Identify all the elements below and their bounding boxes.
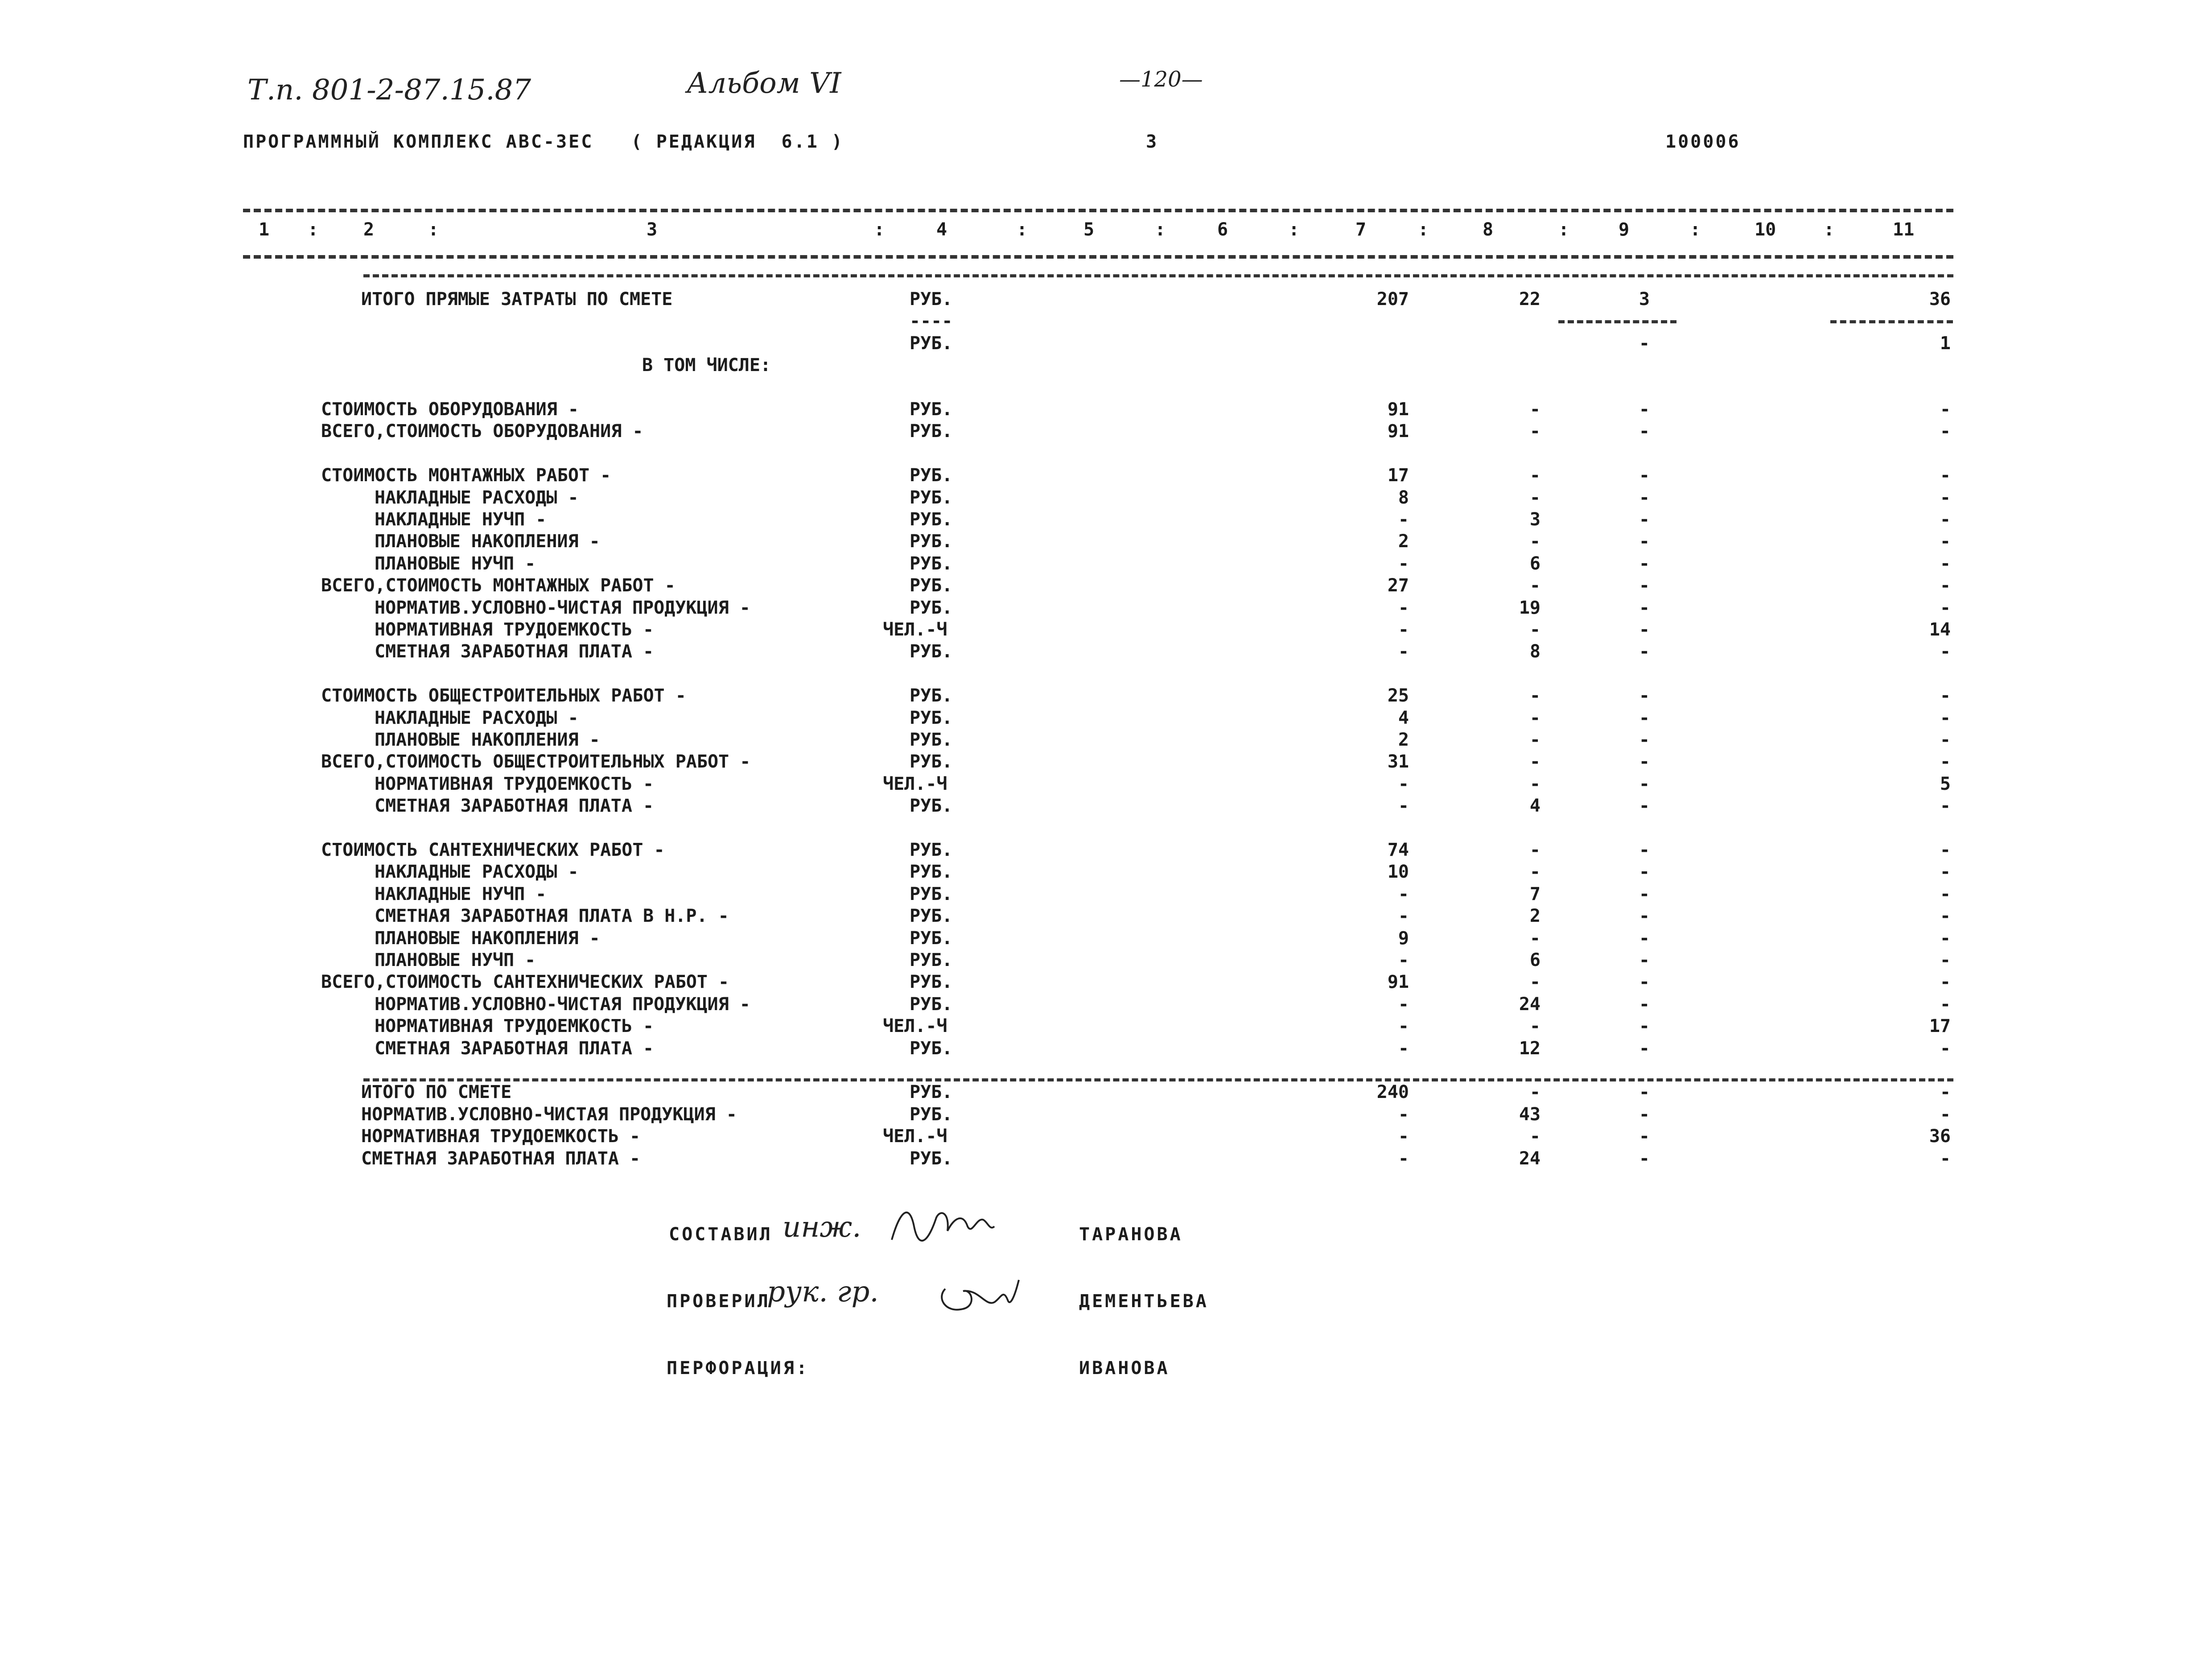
cell-col8: -	[1529, 685, 1541, 706]
handwritten-page-number: —120—	[1119, 67, 1203, 92]
row-unit: РУБ.	[910, 1148, 953, 1169]
cell-col11: 5	[1940, 774, 1951, 794]
program-header: ПРОГРАММНЫЙ КОМПЛЕКС АВС-ЗЕС ( РЕДАКЦИЯ 6.1 )	[243, 132, 844, 152]
row-label: ИТОГО ПО СМЕТЕ	[361, 1082, 512, 1102]
row-unit: РУБ.	[910, 862, 953, 882]
cell-col9: -	[1639, 575, 1650, 596]
row-label: ВСЕГО,СТОИМОСТЬ ОБОРУДОВАНИЯ -	[321, 421, 643, 442]
checked-label: ПРОВЕРИЛ	[667, 1291, 770, 1312]
cell-col9: -	[1639, 950, 1650, 970]
cell-col11: -	[1940, 928, 1951, 949]
cell-col7: 9	[1398, 928, 1409, 949]
cell-col9: 3	[1639, 289, 1650, 310]
cell-col9: -	[1639, 598, 1650, 618]
row-unit: РУБ.	[910, 950, 953, 970]
row-label: СМЕТНАЯ ЗАРАБОТНАЯ ПЛАТА В Н.Р. -	[375, 906, 729, 926]
cell-col8: 2	[1529, 906, 1541, 926]
cell-col9: -	[1639, 1126, 1650, 1147]
cell-col9: -	[1639, 906, 1650, 926]
row-label: ПЛАНОВЫЕ НАКОПЛЕНИЯ -	[375, 928, 600, 949]
cell-col7: -	[1398, 641, 1409, 662]
row-unit: РУБ.	[910, 509, 953, 530]
row-label: ИТОГО ПРЯМЫЕ ЗАТРАТЫ ПО СМЕТЕ	[361, 289, 673, 310]
cell-col9: -	[1639, 1082, 1650, 1102]
row-unit: РУБ.	[910, 598, 953, 618]
cell-col8: 6	[1529, 950, 1541, 970]
compiled-title: инж.	[783, 1211, 861, 1244]
cell-col11: 14	[1929, 619, 1951, 640]
cell-col9: -	[1639, 553, 1650, 574]
row-unit: РУБ.	[910, 796, 953, 816]
column-separator: :	[1418, 219, 1429, 240]
row-unit: ----	[910, 311, 953, 331]
cell-col7: -	[1398, 796, 1409, 816]
column-header-4: 4	[936, 219, 947, 240]
cell-col8: 22	[1519, 289, 1541, 310]
cell-col9: -	[1639, 421, 1650, 442]
cell-col7: -	[1398, 598, 1409, 618]
row-unit: РУБ.	[910, 928, 953, 949]
cell-col8: 24	[1519, 994, 1541, 1015]
cell-col11: -	[1940, 884, 1951, 904]
column-header-2: 2	[363, 219, 375, 240]
cell-col11: -	[1940, 708, 1951, 728]
column-separator: :	[1558, 219, 1569, 240]
cell-col11: -	[1940, 1104, 1951, 1125]
row-unit: ЧЕЛ.-Ч	[883, 774, 947, 794]
cell-col7: 2	[1398, 730, 1409, 750]
cell-col11: -	[1940, 421, 1951, 442]
row-label: ПЛАНОВЫЕ НАКОПЛЕНИЯ -	[375, 730, 600, 750]
cell-col9: -	[1639, 751, 1650, 772]
cell-col11: -	[1940, 862, 1951, 882]
cell-col9: -	[1639, 884, 1650, 904]
row-label: НОРМАТИВ.УСЛОВНО-ЧИСТАЯ ПРОДУКЦИЯ -	[361, 1104, 737, 1125]
cell-col7: -	[1398, 1016, 1409, 1036]
column-separator: :	[1289, 219, 1300, 240]
cell-col9: -	[1639, 994, 1650, 1015]
cell-col11: -	[1940, 553, 1951, 574]
cell-col11: -	[1940, 994, 1951, 1015]
row-label: НАКЛАДНЫЕ НУЧП -	[375, 884, 547, 904]
row-unit: РУБ.	[910, 487, 953, 508]
cell-col7: -	[1398, 774, 1409, 794]
row-unit: РУБ.	[910, 730, 953, 750]
cell-col9: -	[1639, 333, 1650, 354]
cell-col9: -	[1639, 730, 1650, 750]
row-label: ВСЕГО,СТОИМОСТЬ ОБЩЕСТРОИТЕЛЬНЫХ РАБОТ -	[321, 751, 751, 772]
cell-col7: -	[1398, 994, 1409, 1015]
column-header-10: 10	[1755, 219, 1776, 240]
cell-col7: -	[1398, 1104, 1409, 1125]
cell-col9: -	[1639, 465, 1650, 486]
cell-col11: -	[1940, 1148, 1951, 1169]
row-unit: РУБ.	[910, 884, 953, 904]
sheet-number: 3	[1146, 132, 1159, 152]
row-unit: РУБ.	[910, 421, 953, 442]
subtotal-rule-col9	[1558, 320, 1677, 323]
cell-col9: -	[1639, 1016, 1650, 1036]
row-label: СТОИМОСТЬ САНТЕХНИЧЕСКИХ РАБОТ -	[321, 840, 665, 860]
cell-col9: -	[1639, 708, 1650, 728]
cell-col9: -	[1639, 619, 1650, 640]
row-unit: РУБ.	[910, 994, 953, 1015]
column-separator: :	[428, 219, 439, 240]
cell-col7: -	[1398, 1038, 1409, 1059]
row-label: СМЕТНАЯ ЗАРАБОТНАЯ ПЛАТА -	[361, 1148, 641, 1169]
cell-col9: -	[1639, 685, 1650, 706]
row-label: СТОИМОСТЬ ОБОРУДОВАНИЯ -	[321, 399, 579, 420]
cell-col9: -	[1639, 641, 1650, 662]
row-unit: ЧЕЛ.-Ч	[883, 619, 947, 640]
cell-col8: -	[1529, 730, 1541, 750]
checked-title: рук. гр.	[767, 1275, 879, 1308]
cell-col8: 4	[1529, 796, 1541, 816]
cell-col8: 8	[1529, 641, 1541, 662]
cell-col7: 207	[1376, 289, 1409, 310]
row-label: СТОИМОСТЬ ОБЩЕСТРОИТЕЛЬНЫХ РАБОТ -	[321, 685, 686, 706]
cell-col7: 10	[1387, 862, 1409, 882]
row-label: СМЕТНАЯ ЗАРАБОТНАЯ ПЛАТА -	[375, 1038, 654, 1059]
header-top-rule	[243, 209, 1953, 212]
cell-col11: 36	[1929, 1126, 1951, 1147]
cell-col9: -	[1639, 972, 1650, 992]
row-label: СМЕТНАЯ ЗАРАБОТНАЯ ПЛАТА -	[375, 796, 654, 816]
cell-col8: 43	[1519, 1104, 1541, 1125]
cell-col11: 1	[1940, 333, 1951, 354]
cell-col8: 6	[1529, 553, 1541, 574]
cell-col11: -	[1940, 487, 1951, 508]
cell-col7: -	[1398, 1148, 1409, 1169]
cell-col8: 12	[1519, 1038, 1541, 1059]
cell-col8: -	[1529, 1126, 1541, 1147]
cell-col8: -	[1529, 751, 1541, 772]
cell-col7: -	[1398, 884, 1409, 904]
cell-col11: -	[1940, 796, 1951, 816]
row-unit: РУБ.	[910, 333, 953, 354]
row-unit: РУБ.	[910, 685, 953, 706]
cell-col7: -	[1398, 906, 1409, 926]
row-label: НОРМАТИВНАЯ ТРУДОЕМКОСТЬ -	[361, 1126, 641, 1147]
cell-col7: -	[1398, 553, 1409, 574]
cell-col9: -	[1639, 1148, 1650, 1169]
checked-name: ДЕМЕНТЬЕВА	[1079, 1291, 1209, 1312]
row-label: ПЛАНОВЫЕ НУЧП -	[375, 553, 536, 574]
cell-col9: -	[1639, 509, 1650, 530]
cell-col7: 4	[1398, 708, 1409, 728]
cell-col7: 91	[1387, 972, 1409, 992]
cell-col7: -	[1398, 1126, 1409, 1147]
cell-col11: -	[1940, 509, 1951, 530]
row-unit: РУБ.	[910, 1082, 953, 1102]
column-separator: :	[1824, 219, 1835, 240]
row-unit: ЧЕЛ.-Ч	[883, 1126, 947, 1147]
cell-col9: -	[1639, 928, 1650, 949]
cell-col8: 3	[1529, 509, 1541, 530]
cell-col9: -	[1639, 399, 1650, 420]
cell-col7: -	[1398, 619, 1409, 640]
cell-col7: -	[1398, 509, 1409, 530]
row-label: ПЛАНОВЫЕ НАКОПЛЕНИЯ -	[375, 531, 600, 552]
row-label: НАКЛАДНЫЕ РАСХОДЫ -	[375, 862, 579, 882]
cell-col7: 240	[1376, 1082, 1409, 1102]
cell-col11: -	[1940, 751, 1951, 772]
row-label: НОРМАТИВНАЯ ТРУДОЕМКОСТЬ -	[375, 619, 654, 640]
row-label: СТОИМОСТЬ МОНТАЖНЫХ РАБОТ -	[321, 465, 611, 486]
cell-col11: 36	[1929, 289, 1951, 310]
punch-label: ПЕРФОРАЦИЯ:	[667, 1358, 809, 1378]
row-label: НАКЛАДНЫЕ НУЧП -	[375, 509, 547, 530]
row-label: ПЛАНОВЫЕ НУЧП -	[375, 950, 536, 970]
row-unit: РУБ.	[910, 531, 953, 552]
row-label: ВСЕГО,СТОИМОСТЬ САНТЕХНИЧЕСКИХ РАБОТ -	[321, 972, 729, 992]
cell-col11: -	[1940, 840, 1951, 860]
cell-col11: -	[1940, 972, 1951, 992]
cell-col7: 74	[1387, 840, 1409, 860]
cell-col9: -	[1639, 840, 1650, 860]
row-unit: РУБ.	[910, 553, 953, 574]
punch-name: ИВАНОВА	[1079, 1358, 1170, 1378]
cell-col11: -	[1940, 399, 1951, 420]
header-bottom-rule	[243, 255, 1953, 259]
row-unit: РУБ.	[910, 751, 953, 772]
body-top-rule	[363, 274, 1953, 277]
row-unit: РУБ.	[910, 840, 953, 860]
row-unit: РУБ.	[910, 399, 953, 420]
row-unit: РУБ.	[910, 1038, 953, 1059]
row-label: НАКЛАДНЫЕ РАСХОДЫ -	[375, 708, 579, 728]
row-unit: ЧЕЛ.-Ч	[883, 1016, 947, 1036]
cell-col9: -	[1639, 774, 1650, 794]
column-header-3: 3	[647, 219, 658, 240]
cell-col11: -	[1940, 950, 1951, 970]
cell-col7: -	[1398, 950, 1409, 970]
cell-col11: -	[1940, 531, 1951, 552]
column-header-1: 1	[259, 219, 270, 240]
cell-col7: 2	[1398, 531, 1409, 552]
row-label: НАКЛАДНЫЕ РАСХОДЫ -	[375, 487, 579, 508]
cell-col11: -	[1940, 575, 1951, 596]
column-header-11: 11	[1893, 219, 1915, 240]
row-unit: РУБ.	[910, 1104, 953, 1125]
cell-col8: -	[1529, 1082, 1541, 1102]
compiled-label: СОСТАВИЛ	[669, 1224, 773, 1245]
column-header-8: 8	[1483, 219, 1494, 240]
grand-total-rule	[363, 1078, 1953, 1081]
signature-compiled	[887, 1200, 1003, 1253]
cell-col8: -	[1529, 862, 1541, 882]
cell-col7: 91	[1387, 421, 1409, 442]
cell-col11: -	[1940, 465, 1951, 486]
cell-col8: 24	[1519, 1148, 1541, 1169]
row-unit: РУБ.	[910, 972, 953, 992]
cell-col8: -	[1529, 465, 1541, 486]
handwritten-doc-code: Т.п. 801-2-87.15.87	[247, 74, 531, 107]
row-label: НОРМАТИВНАЯ ТРУДОЕМКОСТЬ -	[375, 1016, 654, 1036]
cell-col11: -	[1940, 1038, 1951, 1059]
row-unit: РУБ.	[910, 906, 953, 926]
cell-col7: 8	[1398, 487, 1409, 508]
row-unit: РУБ.	[910, 575, 953, 596]
cell-col7: 31	[1387, 751, 1409, 772]
column-separator: :	[308, 219, 319, 240]
cell-col7: 25	[1387, 685, 1409, 706]
cell-col8: -	[1529, 487, 1541, 508]
cell-col7: 17	[1387, 465, 1409, 486]
row-label: НОРМАТИВ.УСЛОВНО-ЧИСТАЯ ПРОДУКЦИЯ -	[375, 598, 750, 618]
column-separator: :	[874, 219, 885, 240]
cell-col9: -	[1639, 796, 1650, 816]
row-unit: РУБ.	[910, 641, 953, 662]
column-separator: :	[1155, 219, 1166, 240]
cell-col11: -	[1940, 598, 1951, 618]
cell-col8: -	[1529, 928, 1541, 949]
cell-col8: -	[1529, 840, 1541, 860]
cell-col9: -	[1639, 531, 1650, 552]
row-unit: РУБ.	[910, 289, 953, 310]
cell-col11: -	[1940, 1082, 1951, 1102]
cell-col8: -	[1529, 421, 1541, 442]
cell-col8: -	[1529, 972, 1541, 992]
handwritten-album: Альбом VI	[687, 67, 841, 100]
row-label: ВСЕГО,СТОИМОСТЬ МОНТАЖНЫХ РАБОТ -	[321, 575, 676, 596]
cell-col9: -	[1639, 1104, 1650, 1125]
row-unit: РУБ.	[910, 465, 953, 486]
row-label: В ТОМ ЧИСЛЕ:	[642, 355, 771, 376]
cell-col8: -	[1529, 774, 1541, 794]
row-label: СМЕТНАЯ ЗАРАБОТНАЯ ПЛАТА -	[375, 641, 654, 662]
column-header-7: 7	[1355, 219, 1367, 240]
cell-col9: -	[1639, 862, 1650, 882]
cell-col11: -	[1940, 906, 1951, 926]
row-unit: РУБ.	[910, 708, 953, 728]
compiled-name: ТАРАНОВА	[1079, 1224, 1183, 1245]
column-header-5: 5	[1083, 219, 1095, 240]
cell-col9: -	[1639, 1038, 1650, 1059]
subtotal-rule-col11	[1830, 320, 1953, 323]
cell-col8: -	[1529, 575, 1541, 596]
signature-checked	[936, 1271, 1026, 1320]
column-header-9: 9	[1619, 219, 1630, 240]
cell-col11: -	[1940, 685, 1951, 706]
cell-col8: 19	[1519, 598, 1541, 618]
row-label: НОРМАТИВНАЯ ТРУДОЕМКОСТЬ -	[375, 774, 654, 794]
cell-col9: -	[1639, 487, 1650, 508]
column-header-6: 6	[1217, 219, 1228, 240]
cell-col11: -	[1940, 641, 1951, 662]
cell-col7: 27	[1387, 575, 1409, 596]
cell-col8: -	[1529, 619, 1541, 640]
document-code: 100006	[1665, 132, 1741, 152]
column-separator: :	[1690, 219, 1701, 240]
cell-col8: -	[1529, 708, 1541, 728]
cell-col7: 91	[1387, 399, 1409, 420]
cell-col8: -	[1529, 399, 1541, 420]
column-separator: :	[1017, 219, 1028, 240]
cell-col8: -	[1529, 531, 1541, 552]
cell-col8: -	[1529, 1016, 1541, 1036]
cell-col11: 17	[1929, 1016, 1951, 1036]
row-label: НОРМАТИВ.УСЛОВНО-ЧИСТАЯ ПРОДУКЦИЯ -	[375, 994, 750, 1015]
cell-col8: 7	[1529, 884, 1541, 904]
cell-col11: -	[1940, 730, 1951, 750]
